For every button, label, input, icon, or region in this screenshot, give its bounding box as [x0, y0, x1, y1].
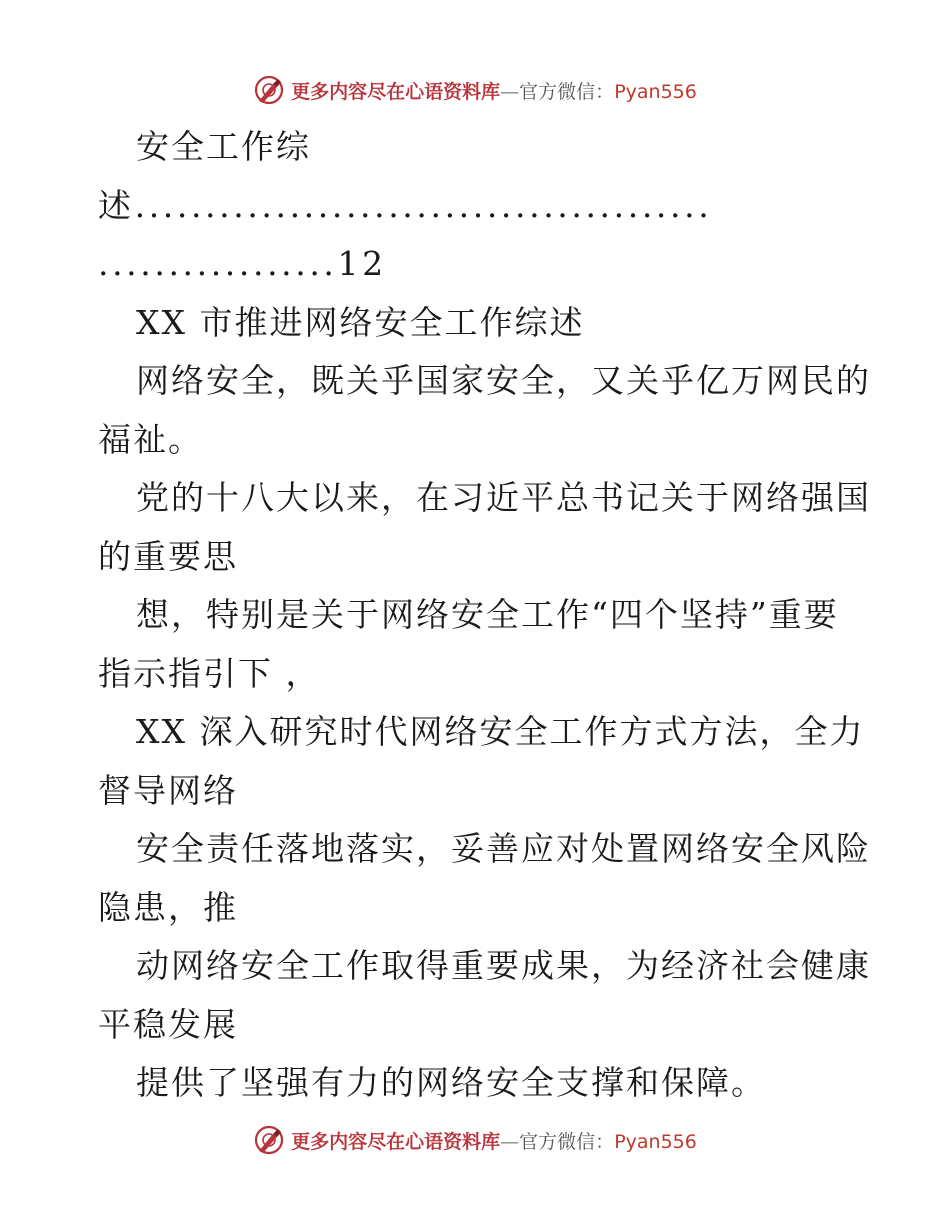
paragraph-line: 想，特别是关于网络安全工作“四个坚持”重要	[136, 595, 839, 634]
paragraph-line: 网络安全，既关乎国家安全，又关乎亿万网民的	[136, 361, 871, 400]
footer-banner-prefix: 官方微信：	[519, 1130, 615, 1153]
header-banner-prefix: 官方微信：	[519, 80, 615, 103]
pen-logo-icon	[253, 1124, 285, 1156]
paragraph-line: 的重要思	[98, 536, 238, 576]
paragraph-line: 督导网络	[98, 770, 238, 810]
paragraph-line: 指示指引下 ，	[98, 653, 321, 693]
paragraph-line: 福祉。	[98, 419, 203, 459]
paragraph-line: 安全责任落地落实，妥善应对处置网络安全风险	[136, 829, 871, 868]
article-title: XX 市推进网络安全工作综述	[136, 302, 585, 342]
header-banner-dash: —	[500, 80, 520, 103]
header-watermark-banner	[0, 70, 950, 110]
document-body	[98, 118, 871, 1113]
toc-entry-title: 安全工作综	[136, 127, 311, 166]
paragraph-line: 隐患，推	[98, 887, 238, 927]
paragraph-line: 提供了坚强有力的网络安全支撑和保障。	[136, 1063, 766, 1102]
footer-banner-dash: —	[500, 1130, 520, 1153]
paragraph-line: 党的十八大以来，在习近平总书记关于网络强国	[136, 478, 871, 517]
footer-watermark-text	[291, 1127, 697, 1154]
footer-banner-site: 更多内容尽在心语资料库	[291, 1130, 501, 1153]
header-banner-account: Pyan556	[614, 80, 697, 103]
toc-entry-page: .................12	[98, 244, 387, 283]
paragraph-line: XX 深入研究时代网络安全工作方式方法，全力	[136, 712, 865, 751]
footer-watermark-banner	[0, 1120, 950, 1160]
paragraph-line: 平稳发展	[98, 1004, 238, 1044]
header-banner-site: 更多内容尽在心语资料库	[291, 80, 501, 103]
toc-entry-dots: 述.........................................	[98, 185, 713, 225]
header-watermark-text	[291, 77, 697, 104]
paragraph-line: 动网络安全工作取得重要成果，为经济社会健康	[136, 946, 871, 985]
footer-banner-account: Pyan556	[614, 1130, 697, 1153]
pen-logo-icon	[253, 74, 285, 106]
